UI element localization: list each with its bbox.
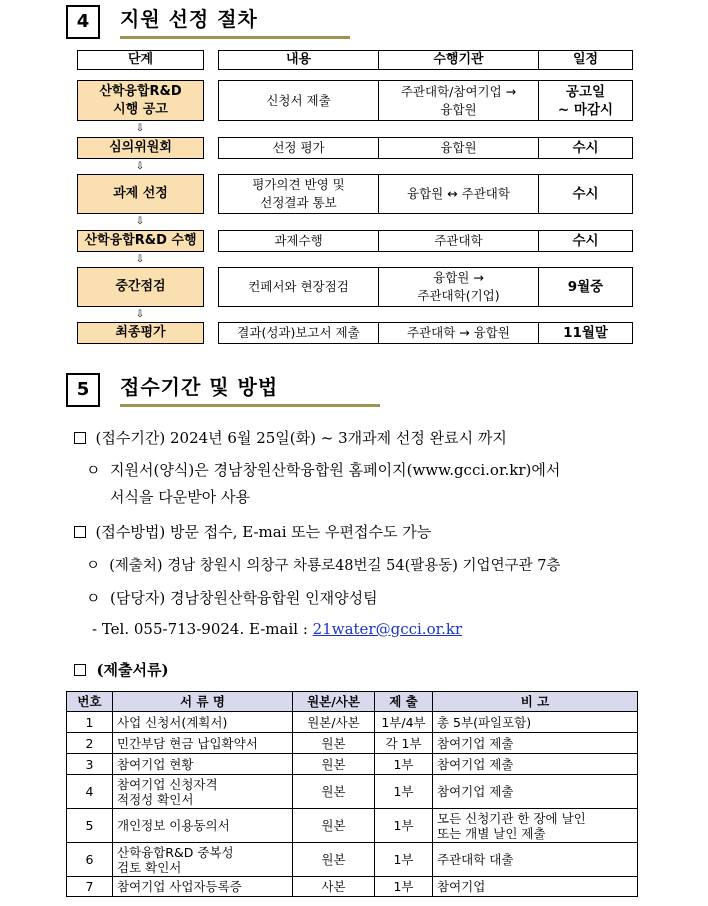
row-org: 주관대학 → 융합원	[379, 323, 539, 343]
down-arrow-icon: ⇩	[135, 123, 145, 134]
row-schedule: 수시	[572, 233, 599, 249]
header-content: 내용	[218, 50, 379, 70]
row-schedule: 수시	[572, 186, 599, 202]
table-row: 6 산학융합R&D 중복성 검토 확인서 원본 1부 주관대학 대출	[67, 843, 638, 877]
header-stage: 단계	[77, 50, 204, 70]
process-row	[218, 230, 633, 252]
table-header-row	[67, 692, 638, 712]
row-schedule: 11월말	[563, 325, 608, 341]
stage-box: 최종평가	[77, 322, 204, 344]
stage-box: 중간점검	[77, 267, 204, 307]
process-row	[218, 174, 633, 214]
table-row: 2 민간부담 현금 납입확약서 원본 각 1부 참여기업 제출	[67, 733, 638, 754]
col-header-no: 번호	[67, 692, 113, 712]
table-row: 5 개인정보 이용동의서 원본 1부 모든 신청기관 한 장에 날인 또는 개별 날인 제출	[67, 809, 638, 843]
row-content: 선정 평가	[219, 138, 379, 158]
tel-line: - Tel. 055-713-9024. E-mail : 21water@gcci.or.kr	[92, 620, 463, 638]
row-org: 융합원 → 주관대학(기업)	[379, 268, 539, 306]
row-content: 결과(성과)보고서 제출	[219, 323, 379, 343]
documents-table	[66, 691, 638, 897]
header-org: 수행기관	[378, 50, 539, 70]
circle-bullet-icon: ㅇ	[86, 589, 101, 607]
row-schedule: 9월중	[567, 279, 604, 295]
checkbox-square-icon	[74, 526, 86, 538]
checkbox-square-icon	[74, 664, 86, 676]
email-link[interactable]: 21water@gcci.or.kr	[312, 620, 463, 638]
col-header-note: 비 고	[433, 692, 638, 712]
contact-line: ㅇ (담당자) 경남창원산학융합원 인재양성팀	[86, 589, 378, 607]
row-org: 융합원 ↔ 주관대학	[379, 175, 539, 213]
process-row	[218, 267, 633, 307]
row-org: 주관대학	[379, 231, 539, 251]
section-number: 5	[66, 373, 100, 407]
stage-box: 산학융합R&D 수행	[77, 230, 204, 252]
process-row	[218, 322, 633, 344]
process-row	[218, 80, 633, 121]
circle-bullet-icon: ㅇ	[86, 461, 101, 479]
section-title: 지원 선정 절차	[120, 4, 350, 39]
process-row	[218, 137, 633, 159]
down-arrow-icon: ⇩	[135, 309, 145, 320]
table-row: 4 참여기업 신청자격 적정성 확인서 원본 1부 참여기업 제출	[67, 775, 638, 809]
table-row: 7 참여기업 사업자등록증 사본 1부 참여기업	[67, 877, 638, 897]
col-header-type: 원본/사본	[293, 692, 375, 712]
row-org: 주관대학/참여기업 → 융합원	[379, 81, 539, 120]
stage-box: 산학융합R&D 시행 공고	[77, 80, 204, 121]
checkbox-square-icon	[74, 432, 86, 444]
circle-bullet-icon: ㅇ	[86, 558, 101, 574]
section-number: 4	[66, 5, 100, 39]
table-row: 3 참여기업 현황 원본 1부 참여기업 제출	[67, 754, 638, 775]
place-line: ㅇ (제출처) 경남 창원시 의창구 차룡로48번길 54(팔용동) 기업연구관 7층	[86, 558, 561, 574]
col-header-doc: 서 류 명	[113, 692, 293, 712]
section-title: 접수기간 및 방법	[120, 372, 380, 407]
docs-heading: (제출서류)	[74, 659, 169, 680]
table-row: 1 사업 신청서(계획서) 원본/사본 1부/4부 총 5부(파일포함)	[67, 712, 638, 733]
down-arrow-icon: ⇩	[135, 216, 145, 227]
row-content: 과제수행	[219, 231, 379, 251]
stage-box: 과제 선정	[77, 174, 204, 214]
form-line-cont: 서식을 다운받아 사용	[110, 488, 250, 506]
row-org: 융합원	[379, 138, 539, 158]
col-header-count: 제 출	[375, 692, 433, 712]
method-line: (접수방법) 방문 접수, E-mai 또는 우편접수도 가능	[74, 521, 431, 542]
row-content: 신청서 제출	[219, 81, 379, 120]
stage-box: 심의위원회	[77, 137, 204, 159]
form-line: ㅇ 지원서(양식)은 경남창원산학융합원 홈페이지(www.gcci.or.kr)에서	[86, 461, 561, 479]
row-content: 컨페서와 현장점검	[219, 268, 379, 306]
row-schedule: 공고일 ~ 마감시	[557, 83, 614, 118]
header-schedule: 일정	[538, 50, 633, 70]
row-schedule: 수시	[572, 140, 599, 156]
period-line: (접수기간) 2024년 6월 25일(화) ~ 3개과제 선정 완료시 까지	[74, 427, 507, 448]
row-content: 평가의견 반영 및 선정결과 통보	[219, 175, 379, 213]
down-arrow-icon: ⇩	[135, 254, 145, 265]
down-arrow-icon: ⇩	[135, 161, 145, 172]
